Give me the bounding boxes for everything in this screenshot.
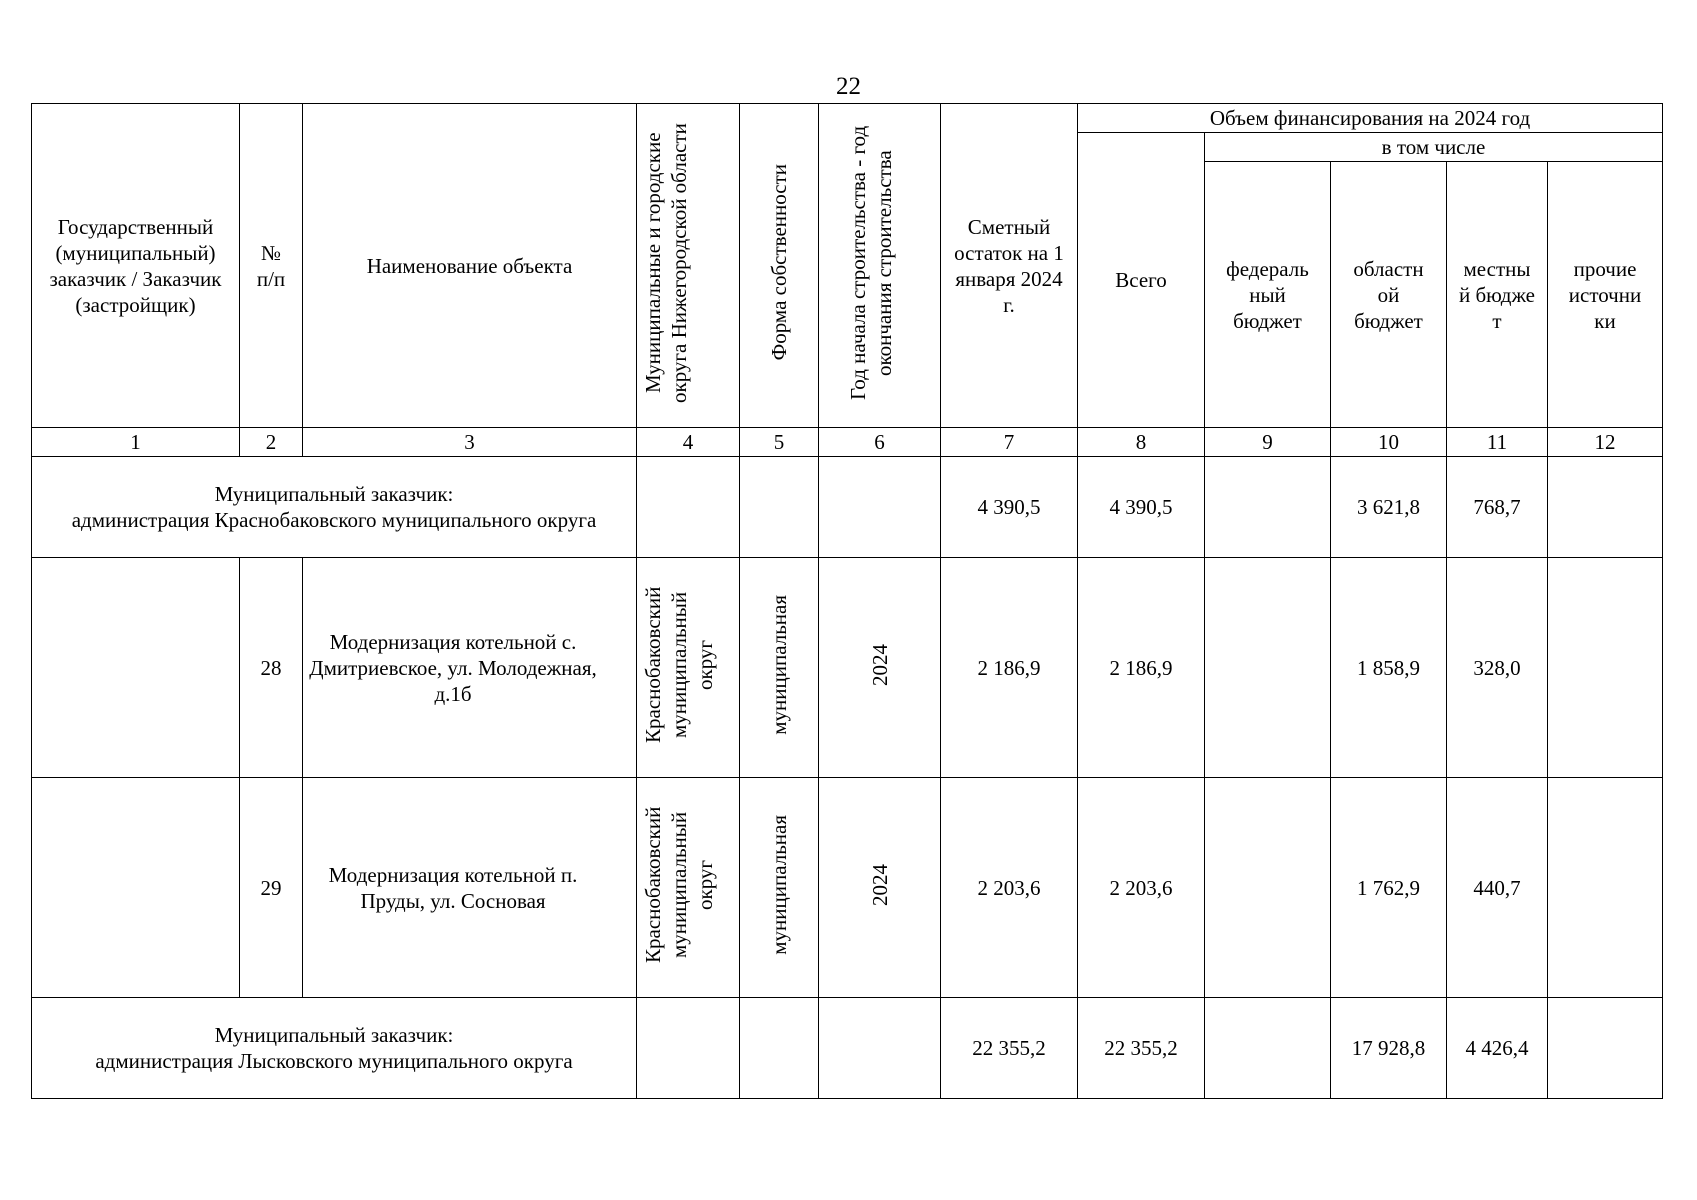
row-years-text: 2024	[867, 643, 892, 686]
column-number: 3	[303, 428, 637, 457]
table-row	[32, 778, 1663, 998]
group-total: 22 355,2	[1078, 998, 1205, 1099]
group-other	[1548, 457, 1663, 558]
table-row	[32, 558, 1663, 778]
header-local	[1447, 162, 1548, 428]
row-regional: 1 858,9	[1331, 558, 1447, 778]
column-number: 4	[637, 428, 740, 457]
header-other-text: прочие источни ки	[1568, 256, 1642, 333]
header-other	[1548, 162, 1663, 428]
group-ownership-cell	[740, 998, 819, 1099]
group-regional: 3 621,8	[1331, 457, 1447, 558]
column-numbers-row	[32, 428, 1663, 457]
row-years	[819, 778, 941, 998]
header-municipality	[637, 104, 740, 428]
row-local: 440,7	[1447, 778, 1548, 998]
header-customer	[32, 104, 240, 428]
group-municipality-cell	[637, 998, 740, 1099]
group-ownership-cell	[740, 457, 819, 558]
header-ownership-text: Форма собственности	[767, 164, 791, 361]
group-customer-label: Муниципальный заказчик:	[214, 1023, 454, 1047]
row-federal	[1205, 558, 1331, 778]
row-num: 29	[240, 778, 303, 998]
header-object-name: Наименование объекта	[303, 104, 637, 428]
header-total: Всего	[1078, 133, 1205, 428]
row-num: 28	[240, 558, 303, 778]
group-years-cell	[819, 998, 941, 1099]
row-years-text: 2024	[867, 863, 892, 906]
group-federal	[1205, 457, 1331, 558]
row-total: 2 186,9	[1078, 558, 1205, 778]
row-customer-cell	[32, 778, 240, 998]
header-customer-text: Государственный (муниципальный) заказчик / Заказчик (застройщик)	[49, 214, 222, 317]
column-number: 6	[819, 428, 941, 457]
row-ownership	[740, 778, 819, 998]
row-ownership	[740, 558, 819, 778]
row-municipality	[637, 558, 740, 778]
row-estimate: 2 203,6	[941, 778, 1078, 998]
row-municipality-text: Краснобаковский муниципальный округ	[641, 806, 717, 963]
column-number: 1	[32, 428, 240, 457]
row-customer-cell	[32, 558, 240, 778]
column-number: 10	[1331, 428, 1447, 457]
group-regional: 17 928,8	[1331, 998, 1447, 1099]
column-number: 8	[1078, 428, 1205, 457]
header-years	[819, 104, 941, 428]
row-object-name-text: Модернизация котельной п. Пруды, ул. Сосновая	[328, 862, 578, 913]
group-other	[1548, 998, 1663, 1099]
group-customer	[32, 457, 637, 558]
row-ownership-text: муниципальная	[767, 814, 791, 955]
group-row	[32, 998, 1663, 1099]
header-federal-text: федераль ный бюджет	[1226, 256, 1309, 333]
financing-table	[31, 103, 1663, 1099]
header-financing: Объем финансирования на 2024 год	[1078, 104, 1663, 133]
header-regional	[1331, 162, 1447, 428]
header-years-text: Год начала строительства - год окончания строительства	[845, 125, 896, 400]
group-years-cell	[819, 457, 941, 558]
header-regional-text: областн ой бюджет	[1353, 256, 1424, 333]
row-years	[819, 558, 941, 778]
row-other	[1548, 778, 1663, 998]
row-municipality	[637, 778, 740, 998]
row-regional: 1 762,9	[1331, 778, 1447, 998]
column-number: 9	[1205, 428, 1331, 457]
row-federal	[1205, 778, 1331, 998]
header-estimate-balance-text: Сметный остаток на 1 января 2024 г.	[954, 214, 1064, 317]
column-number: 7	[941, 428, 1078, 457]
row-ownership-text: муниципальная	[767, 594, 791, 735]
column-number: 12	[1548, 428, 1663, 457]
row-object-name-text: Модернизация котельной с. Дмитриевское, ул. Молодежная, д.1б	[309, 629, 597, 706]
group-customer	[32, 998, 637, 1099]
header-num	[240, 104, 303, 428]
header-local-text: местны й бюдже т	[1458, 256, 1536, 333]
group-municipality-cell	[637, 457, 740, 558]
row-municipality-text: Краснобаковский муниципальный округ	[641, 586, 717, 743]
group-local: 768,7	[1447, 457, 1548, 558]
row-other	[1548, 558, 1663, 778]
header-federal	[1205, 162, 1331, 428]
group-federal	[1205, 998, 1331, 1099]
column-number: 11	[1447, 428, 1548, 457]
column-number: 5	[740, 428, 819, 457]
row-local: 328,0	[1447, 558, 1548, 778]
group-total: 4 390,5	[1078, 457, 1205, 558]
header-estimate-balance	[941, 104, 1078, 428]
group-customer-name: администрация Краснобаковского муниципального округа	[71, 508, 597, 532]
column-number: 2	[240, 428, 303, 457]
header-ownership	[740, 104, 819, 428]
group-local: 4 426,4	[1447, 998, 1548, 1099]
page-number: 22	[836, 73, 861, 100]
row-object-name	[303, 778, 637, 998]
row-estimate: 2 186,9	[941, 558, 1078, 778]
group-customer-name: администрация Лысковского муниципального округа	[95, 1049, 573, 1073]
header-including: в том числе	[1205, 133, 1663, 162]
header-municipality-text: Муниципальные и городские округа Нижегородской области	[641, 122, 691, 403]
group-customer-label: Муниципальный заказчик:	[214, 482, 454, 506]
header-num-text: № п/п	[256, 240, 286, 291]
group-row	[32, 457, 1663, 558]
group-estimate: 4 390,5	[941, 457, 1078, 558]
row-object-name	[303, 558, 637, 778]
group-estimate: 22 355,2	[941, 998, 1078, 1099]
row-total: 2 203,6	[1078, 778, 1205, 998]
